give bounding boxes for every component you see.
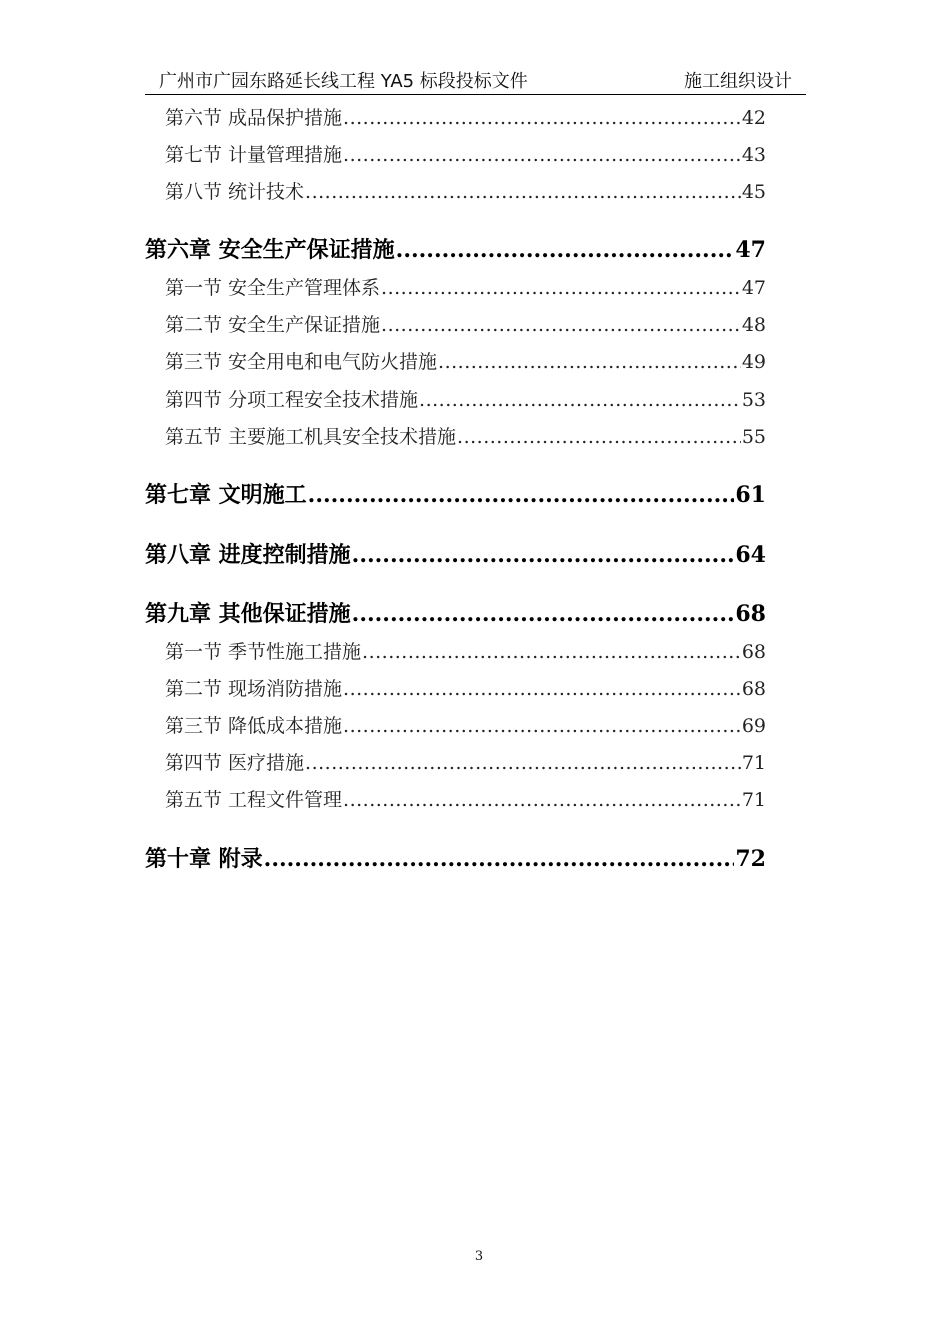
toc-entry-label: 第九章 其他保证措施 (145, 601, 351, 627)
toc-entry-page: 69 (741, 715, 766, 737)
toc-leader-dots (396, 237, 735, 263)
toc-entry-label: 第三节 降低成本措施 (165, 715, 343, 737)
page-number: 3 (474, 1249, 484, 1264)
toc-leader-dots (343, 715, 741, 737)
toc-leader-dots (457, 426, 741, 448)
toc-entry-label: 第八节 统计技术 (165, 181, 305, 203)
toc-entry-label: 第一节 安全生产管理体系 (165, 277, 381, 299)
toc-entry-label: 第五节 工程文件管理 (165, 789, 343, 811)
toc-entry-label: 第六节 成品保护措施 (165, 107, 343, 129)
toc-entry-page: 71 (741, 752, 766, 774)
toc-leader-dots (343, 107, 741, 129)
toc-entry-page: 47 (741, 277, 766, 299)
toc-leader-dots (308, 482, 735, 508)
header-document-title: 广州市广园东路延长线工程 YA5 标段投标文件 (159, 71, 528, 92)
toc-entry-page: 45 (741, 181, 766, 203)
toc-entry-section[interactable] (165, 103, 766, 130)
toc-entry-label: 第一节 季节性施工措施 (165, 641, 362, 663)
toc-entry-label: 第八章 进度控制措施 (145, 542, 351, 568)
toc-entry-label: 第三节 安全用电和电气防火措施 (165, 351, 438, 373)
toc-entry-section[interactable] (165, 273, 766, 300)
toc-entry-section[interactable] (165, 748, 766, 775)
toc-entry-label: 第二节 现场消防措施 (165, 678, 343, 700)
toc-entry-chapter[interactable] (145, 842, 766, 873)
toc-leader-dots (343, 789, 741, 811)
toc-leader-dots (343, 678, 741, 700)
toc-entry-page: 53 (741, 389, 766, 411)
toc-leader-dots (381, 314, 741, 336)
toc-entry-page: 47 (735, 237, 766, 263)
toc-leader-dots (343, 144, 741, 166)
toc-entry-label: 第十章 附录 (145, 846, 263, 872)
toc-entry-section[interactable] (165, 785, 766, 812)
toc-entry-section[interactable] (165, 637, 766, 664)
toc-entry-label: 第六章 安全生产保证措施 (145, 237, 395, 263)
toc-entry-page: 43 (741, 144, 766, 166)
toc-leader-dots (352, 601, 735, 627)
page-header (145, 64, 806, 95)
toc-entry-page: 49 (741, 351, 766, 373)
toc-entry-label: 第四节 分项工程安全技术措施 (165, 389, 419, 411)
toc-entry-page: 42 (741, 107, 766, 129)
toc-entry-label: 第五节 主要施工机具安全技术措施 (165, 426, 457, 448)
toc-entry-label: 第七章 文明施工 (145, 482, 307, 508)
toc-entry-section[interactable] (165, 385, 766, 412)
toc-entry-page: 68 (741, 678, 766, 700)
toc-entry-page: 61 (735, 482, 766, 508)
toc-leader-dots (305, 752, 741, 774)
header-section-title: 施工组织设计 (684, 71, 792, 92)
toc-entry-label: 第七节 计量管理措施 (165, 144, 343, 166)
toc-leader-dots (362, 641, 741, 663)
toc-entry-chapter[interactable] (145, 478, 766, 509)
toc-leader-dots (352, 542, 735, 568)
toc-leader-dots (438, 351, 741, 373)
toc-entry-section[interactable] (165, 422, 766, 449)
toc-leader-dots (381, 277, 741, 299)
toc-entry-section[interactable] (165, 310, 766, 337)
toc-entry-page: 64 (735, 542, 766, 568)
toc-entry-page: 48 (741, 314, 766, 336)
toc-leader-dots (305, 181, 741, 203)
toc-entry-page: 55 (741, 426, 766, 448)
toc-entry-section[interactable] (165, 674, 766, 701)
toc-entry-page: 68 (735, 601, 766, 627)
toc-leader-dots (419, 389, 741, 411)
toc-entry-label: 第二节 安全生产保证措施 (165, 314, 381, 336)
toc-entry-page: 71 (741, 789, 766, 811)
toc-entry-section[interactable] (165, 177, 766, 204)
toc-entry-chapter[interactable] (145, 538, 766, 569)
toc-leader-dots (264, 846, 735, 872)
toc-entry-page: 72 (735, 846, 766, 872)
toc-entry-section[interactable] (165, 140, 766, 167)
toc-entry-chapter[interactable] (145, 233, 766, 264)
toc-entry-section[interactable] (165, 347, 766, 374)
toc-entry-label: 第四节 医疗措施 (165, 752, 305, 774)
toc-entry-section[interactable] (165, 711, 766, 738)
toc-entry-page: 68 (741, 641, 766, 663)
toc-entry-chapter[interactable] (145, 597, 766, 628)
